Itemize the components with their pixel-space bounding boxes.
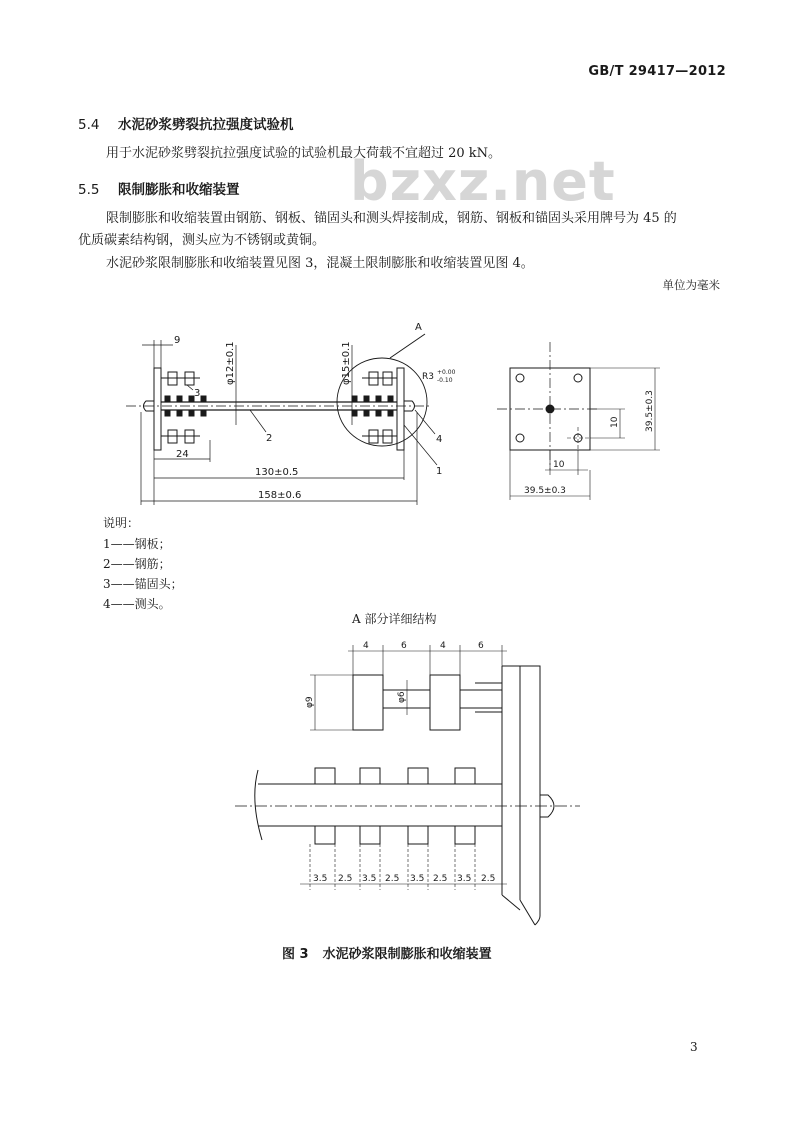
center-hole [546, 405, 554, 413]
detail-bottom-dim: 3.5 [410, 874, 425, 884]
dim-10-vertical-label: 10 [610, 416, 620, 428]
legend-item: 1——钢板； [103, 537, 171, 551]
corner-hole [516, 374, 524, 382]
dim-r3-lower: -0.10 [437, 377, 453, 384]
corner-hole [574, 374, 582, 382]
legend-title: 说明： [103, 516, 140, 530]
detail-bottom-dim: 3.5 [313, 874, 328, 884]
dim-r3-label: R3 [422, 372, 434, 382]
label-a: A [415, 322, 422, 333]
detail-top-dim: 6 [401, 641, 407, 651]
left-steel-plate [154, 368, 161, 450]
detail-top-dim: 4 [363, 641, 369, 651]
right-steel-plate [397, 368, 404, 450]
page-number: 3 [690, 1040, 698, 1054]
leader-a [390, 334, 425, 358]
dim-phi12-label: φ12±0.1 [225, 341, 236, 385]
detail-bottom-dim: 2.5 [385, 874, 400, 884]
detail-top-dim: 4 [440, 641, 446, 651]
section-5-5-body-line2: 优质碳素结构钢，测头应为不锈钢或黄铜。 [78, 233, 326, 248]
callout-2: 2 [266, 433, 273, 444]
detail-a-title: A 部分详细结构 [352, 612, 437, 626]
detail-bottom-dim: 2.5 [481, 874, 496, 884]
section-title: 水泥砂浆劈裂抗拉强度试验机 [118, 117, 294, 133]
callout-1: 1 [436, 466, 443, 477]
section-5-4-body: 用于水泥砂浆劈裂抗拉强度试验的试验机最大荷载不宜超过 20 kN。 [106, 146, 502, 161]
corner-hole [516, 434, 524, 442]
dim-39-5-vertical-label: 39.5±0.3 [645, 390, 655, 432]
dim-9-label: 9 [174, 335, 181, 346]
dim-24-label: 24 [176, 449, 189, 460]
watermark: bzxz.net [350, 150, 616, 213]
dim-158-label: 158±0.6 [258, 490, 302, 501]
section-number: 5.5 [78, 182, 100, 198]
legend-item: 3——锚固头； [103, 577, 183, 591]
figure-number: 图 3 [282, 947, 309, 962]
section-title: 限制膨胀和收缩装置 [118, 182, 240, 198]
unit-note: 单位为毫米 [662, 278, 720, 292]
figure-caption [282, 943, 506, 962]
dim-phi6-label: φ6 [397, 691, 407, 703]
callout-3: 3 [194, 388, 201, 399]
detail-bottom-dim: 3.5 [362, 874, 377, 884]
detail-bottom-dim: 2.5 [338, 874, 353, 884]
section-5-5-body-line3: 水泥砂浆限制膨胀和收缩装置见图 3，混凝土限制膨胀和收缩装置见图 4。 [106, 256, 534, 271]
detail-top-dim: 6 [478, 641, 484, 651]
detail-bottom-dim: 3.5 [457, 874, 472, 884]
figure-title: 水泥砂浆限制膨胀和收缩装置 [322, 947, 492, 962]
legend-item: 4——测头。 [103, 597, 171, 611]
dim-phi15-label: φ15±0.1 [341, 341, 352, 385]
detail-bottom-dim: 2.5 [433, 874, 448, 884]
dim-phi9-label: φ9 [305, 696, 315, 708]
dim-10-horizontal-label: 10 [553, 460, 565, 470]
dim-130-label: 130±0.5 [255, 467, 299, 478]
section-5-5-body-line1: 限制膨胀和收缩装置由钢筋、钢板、锚固头和测头焊接制成，钢筋、钢板和锚固头采用牌号为 45 的 [106, 211, 677, 226]
callout-4: 4 [436, 434, 443, 445]
standard-code: GB/T 29417—2012 [588, 64, 726, 79]
left-anchor-heads [161, 372, 206, 443]
dim-39-5-horizontal-label: 39.5±0.3 [524, 486, 566, 496]
section-number: 5.4 [78, 117, 100, 133]
right-anchor-heads [352, 372, 397, 443]
legend-item: 2——钢筋； [103, 557, 171, 571]
dim-r3-upper: +0.00 [437, 369, 456, 376]
detail-a-drawing [235, 645, 580, 925]
